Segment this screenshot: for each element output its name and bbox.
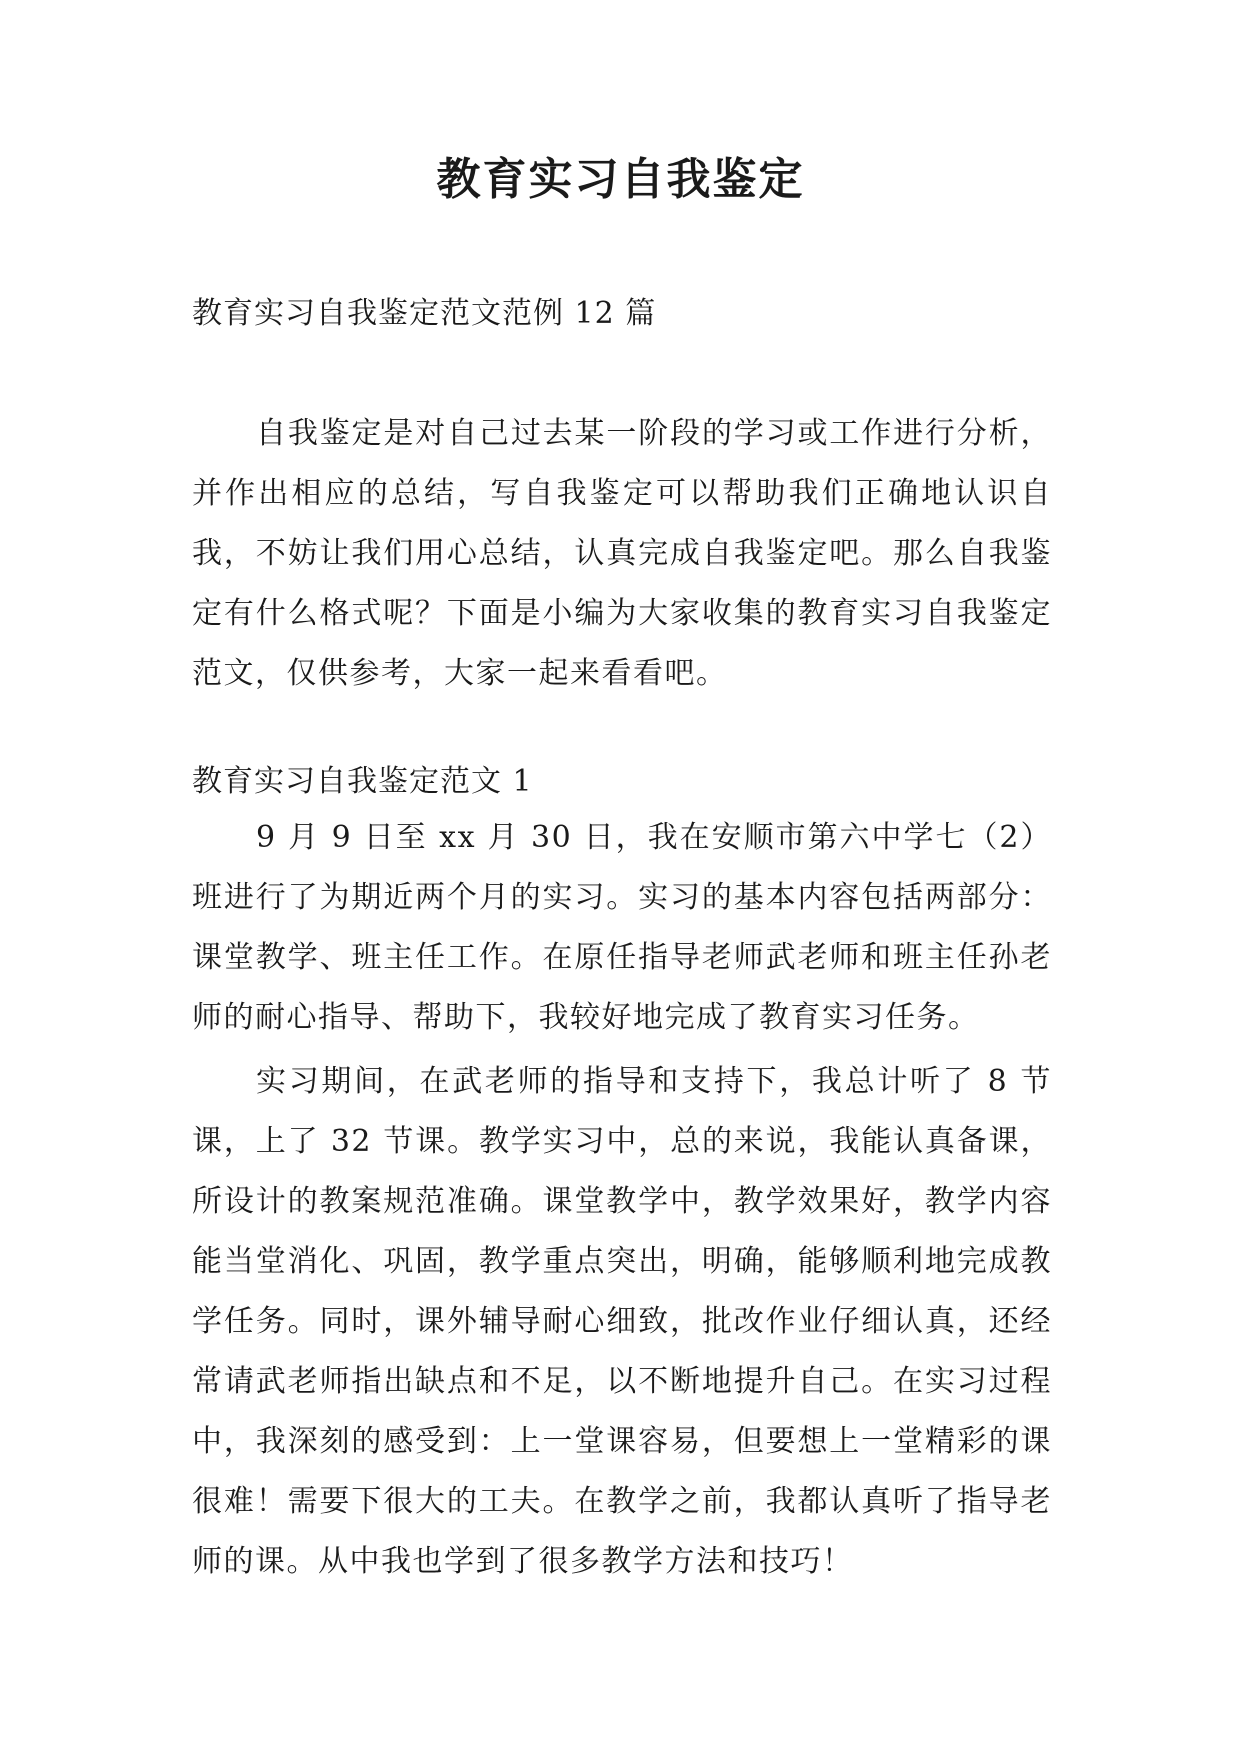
body-paragraph-2: 实习期间，在武老师的指导和支持下，我总计听了 8 节课，上了 32 节课。教学实习中，总的来说，我能认真备课，所设计的教案规范准确。课堂教学中，教学效果好，教学内容能当堂消化、巩固，教学重点突出，明确，能够顺利地完成教学任务。同时，课外辅导耐心细致，批改作业仔细认真，还经常请武老师指出缺点和不足，以不断地提升自己。在实习过程中，我深刻的感受到：上一堂课容易，但要想上一堂精彩的课很难！需要下很大的工夫。在教学之前，我都认真听了指导老师的课。从中我也学到了很多教学方法和技巧！ [192,1064,1052,1579]
intro-paragraph: 自我鉴定是对自己过去某一阶段的学习或工作进行分析，并作出相应的总结，写自我鉴定可以帮助我们正确地认识自我，不妨让我们用心总结，认真完成自我鉴定吧。那么自我鉴定有什么格式呢？下面是小编为大家收集的教育实习自我鉴定范文，仅供参考，大家一起来看看吧。 [192,416,1052,691]
document-title: 教育实习自我鉴定 [436,154,805,205]
section-heading: 教育实习自我鉴定范文 1 [192,764,533,799]
body-paragraph-1: 9 月 9 日至 xx 月 30 日，我在安顺市第六中学七（2）班进行了为期近两个月的实习。实习的基本内容包括两部分：课堂教学、班主任工作。在原任指导老师武老师和班主任孙老师的耐心指导、帮助下，我较好地完成了教育实习任务。 [192,820,1052,1035]
document-subtitle: 教育实习自我鉴定范文范例 12 篇 [192,296,657,331]
